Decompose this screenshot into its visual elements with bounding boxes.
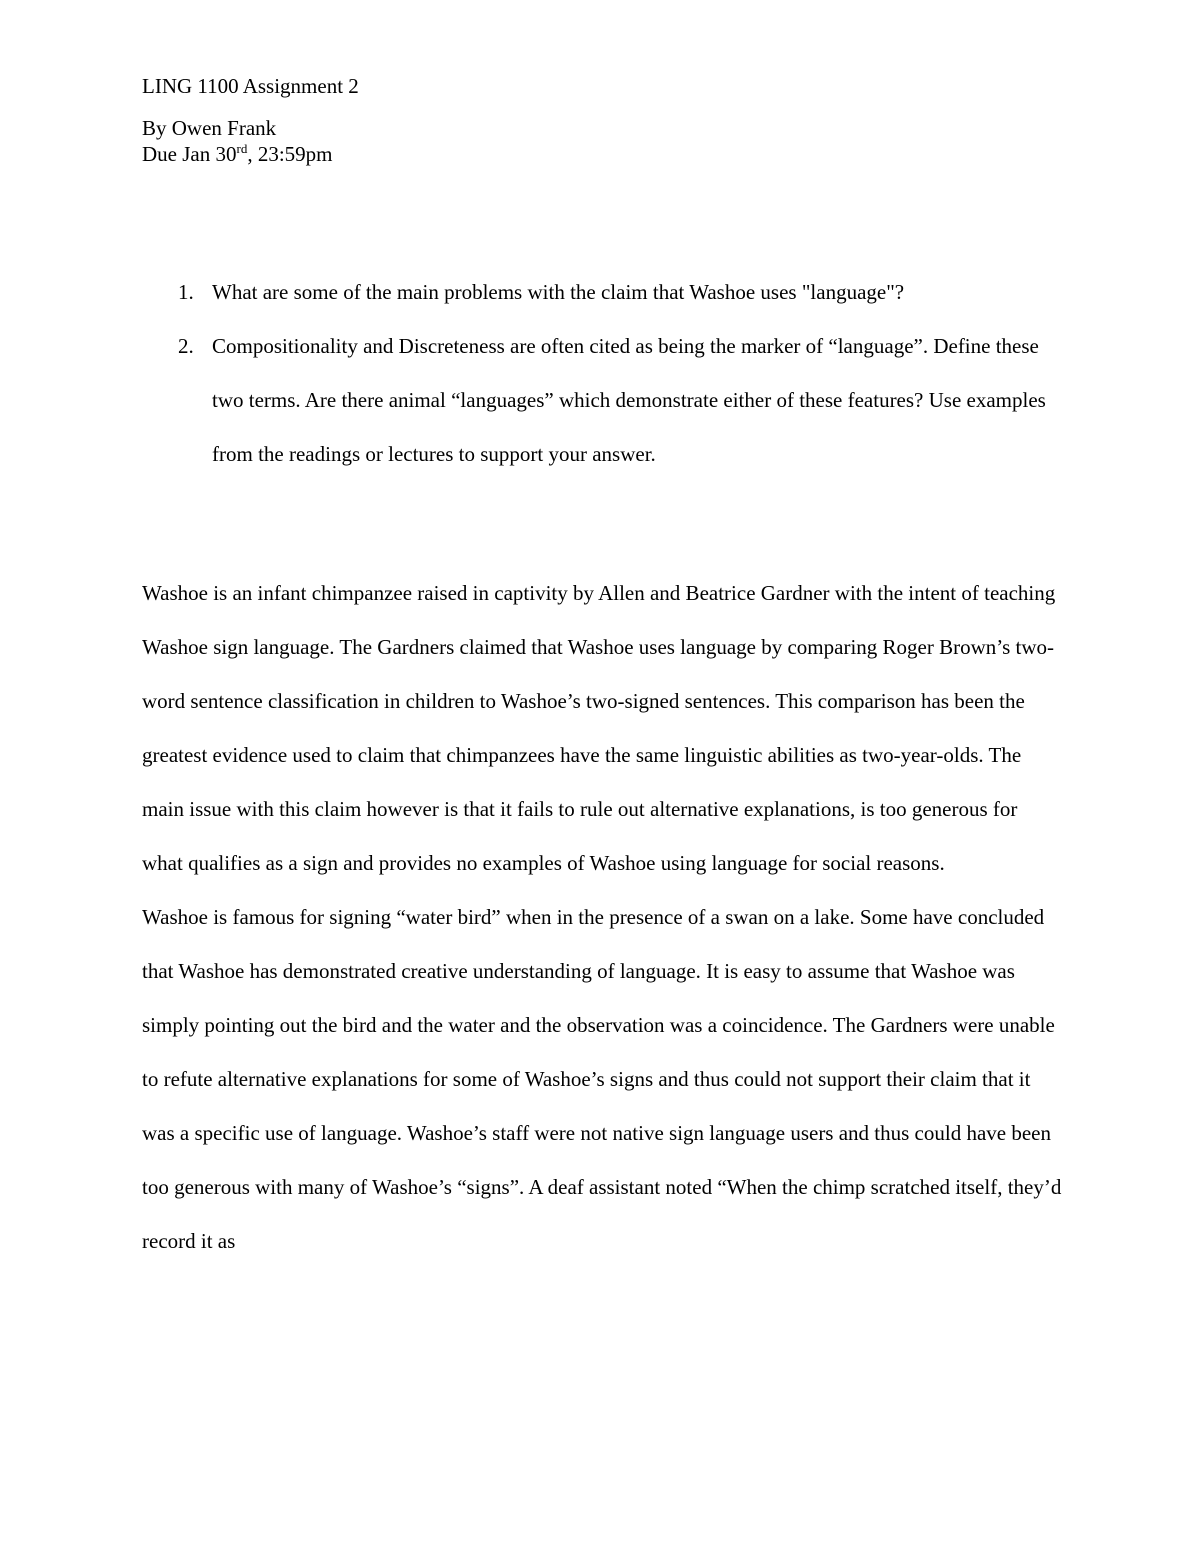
- question-list: [142, 265, 1062, 481]
- due-date-superscript: rd: [236, 141, 248, 156]
- question-number: 2.: [178, 334, 194, 358]
- question-number: 1.: [178, 280, 194, 304]
- question-item: [142, 265, 1062, 319]
- answer-body: [142, 566, 1062, 1268]
- answer-paragraph: Washoe is an infant chimpanzee raised in captivity by Allen and Beatrice Gardner with the intent of teaching Washoe sign language. The Gardners claimed that Washoe uses language by comparing Roger Brown’s two-word sentence classification in children to Washoe’s two-signed sentences. This comparison has been the greatest evidence used to claim that chimpanzees have the same linguistic abilities as two-year-olds. The main issue with this claim however is that it fails to rule out alternative explanations, is too generous for what qualifies as a sign and provides no examples of Washoe using language for social reasons.: [142, 581, 1056, 875]
- question-text: What are some of the main problems with the claim that Washoe uses "language"?: [212, 280, 905, 304]
- question-item: [142, 319, 1062, 481]
- answer-paragraph: Washoe is famous for signing “water bird” when in the presence of a swan on a lake. Some have concluded that Washoe has demonstrated creative understanding of language. It is easy to assume that Washoe was simply pointing out the bird and the water and the observation was a coincidence. The Gardners were unable to refute alternative explanations for some of Washoe’s signs and thus could not support their claim that it was a specific use of language. Washoe’s staff were not native sign language users and thus could have been too generous with many of Washoe’s “signs”. A deaf assistant noted “When the chimp scratched itself, they’d record it as: [142, 905, 1062, 1253]
- question-text: Compositionality and Discreteness are often cited as being the marker of “language”. Define these two terms. Are there animal “languages” which demonstrate either of these features? Use examples from the readings or lectures to support your answer.: [212, 334, 1046, 466]
- author-line: By Owen Frank: [142, 116, 277, 140]
- due-date-prefix: Due Jan 30: [142, 142, 237, 166]
- assignment-title: LING 1100 Assignment 2: [142, 74, 359, 98]
- due-date-suffix: , 23:59pm: [247, 142, 333, 166]
- due-date-line: [142, 141, 333, 167]
